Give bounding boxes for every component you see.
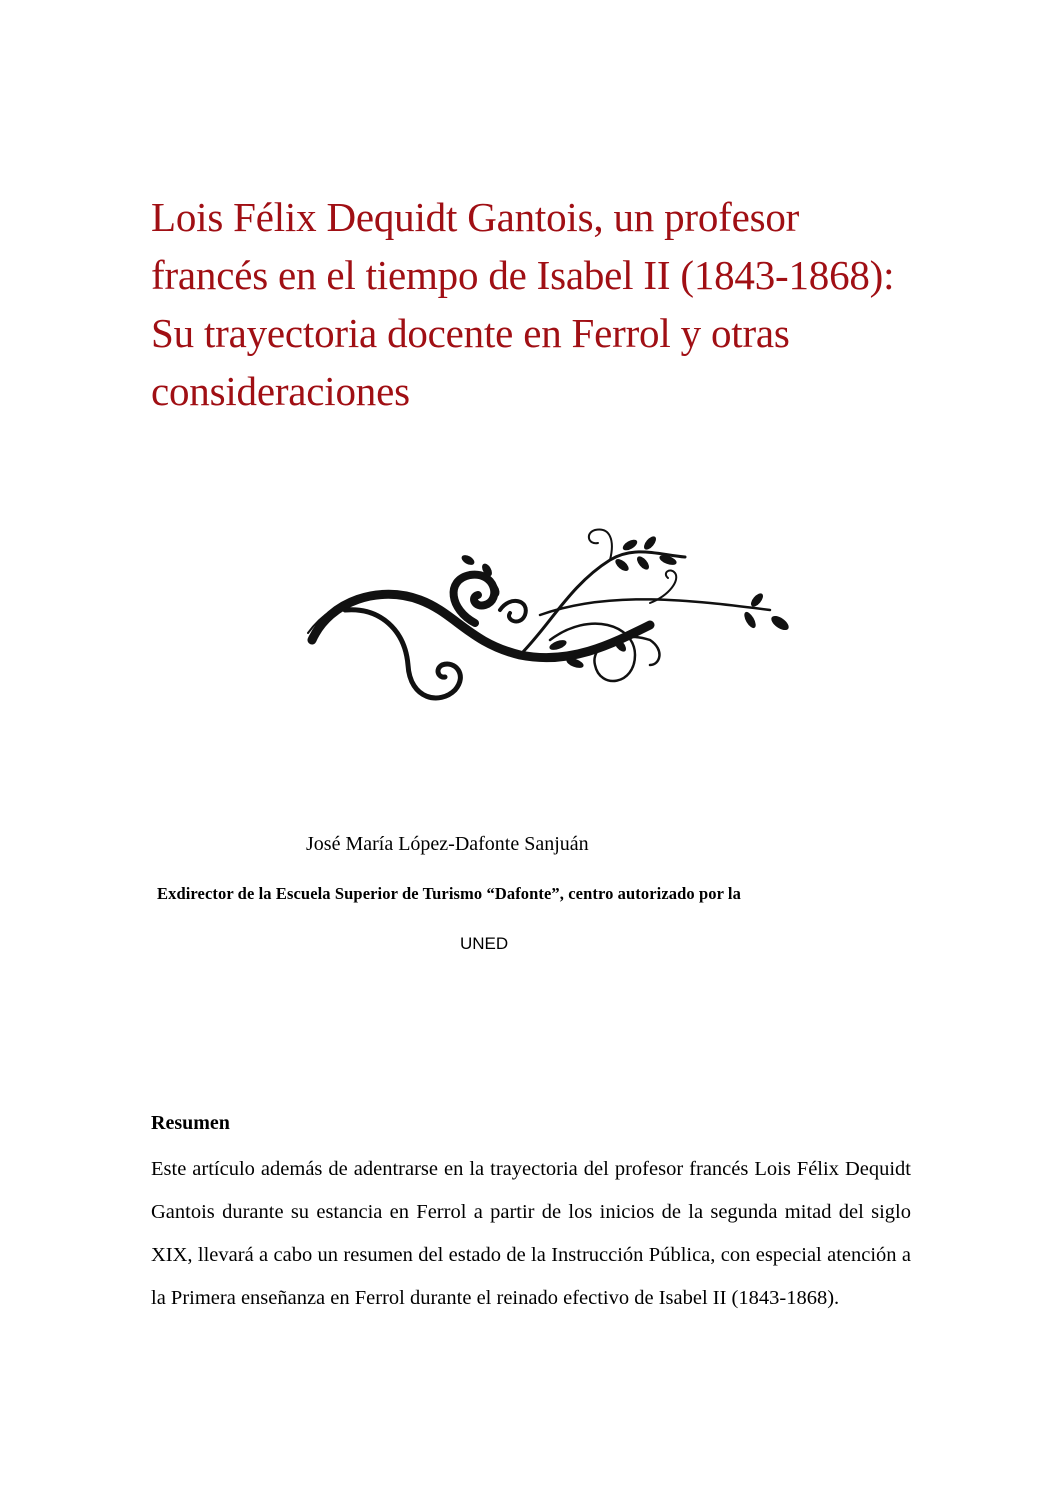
floral-ornament-icon: [290, 515, 800, 715]
abstract-heading: Resumen: [151, 1112, 230, 1134]
institution-name: UNED: [460, 934, 509, 953]
abstract-body: Este artículo además de adentrarse en la trayectoria del profesor francés Lois Félix Dequidt Gantois durante su estancia en Ferrol a partir de los inicios de la segunda mitad del siglo XIX, llevará a cabo un resumen del estado de la Instrucción Pública, con especial atención a la Primera enseñanza en Ferrol durante el reinado efectivo de Isabel II (1843-1868).: [151, 1158, 911, 1309]
author-name: José María López-Dafonte Sanjuán: [306, 833, 589, 855]
document-title: Lois Félix Dequidt Gantois, un profesor francés en el tiempo de Isabel II (1843-1868): Su trayectoria docente en Ferrol y otras consideraciones: [151, 194, 895, 414]
author-affiliation: Exdirector de la Escuela Superior de Turismo “Dafonte”, centro autorizado por la: [157, 884, 741, 903]
